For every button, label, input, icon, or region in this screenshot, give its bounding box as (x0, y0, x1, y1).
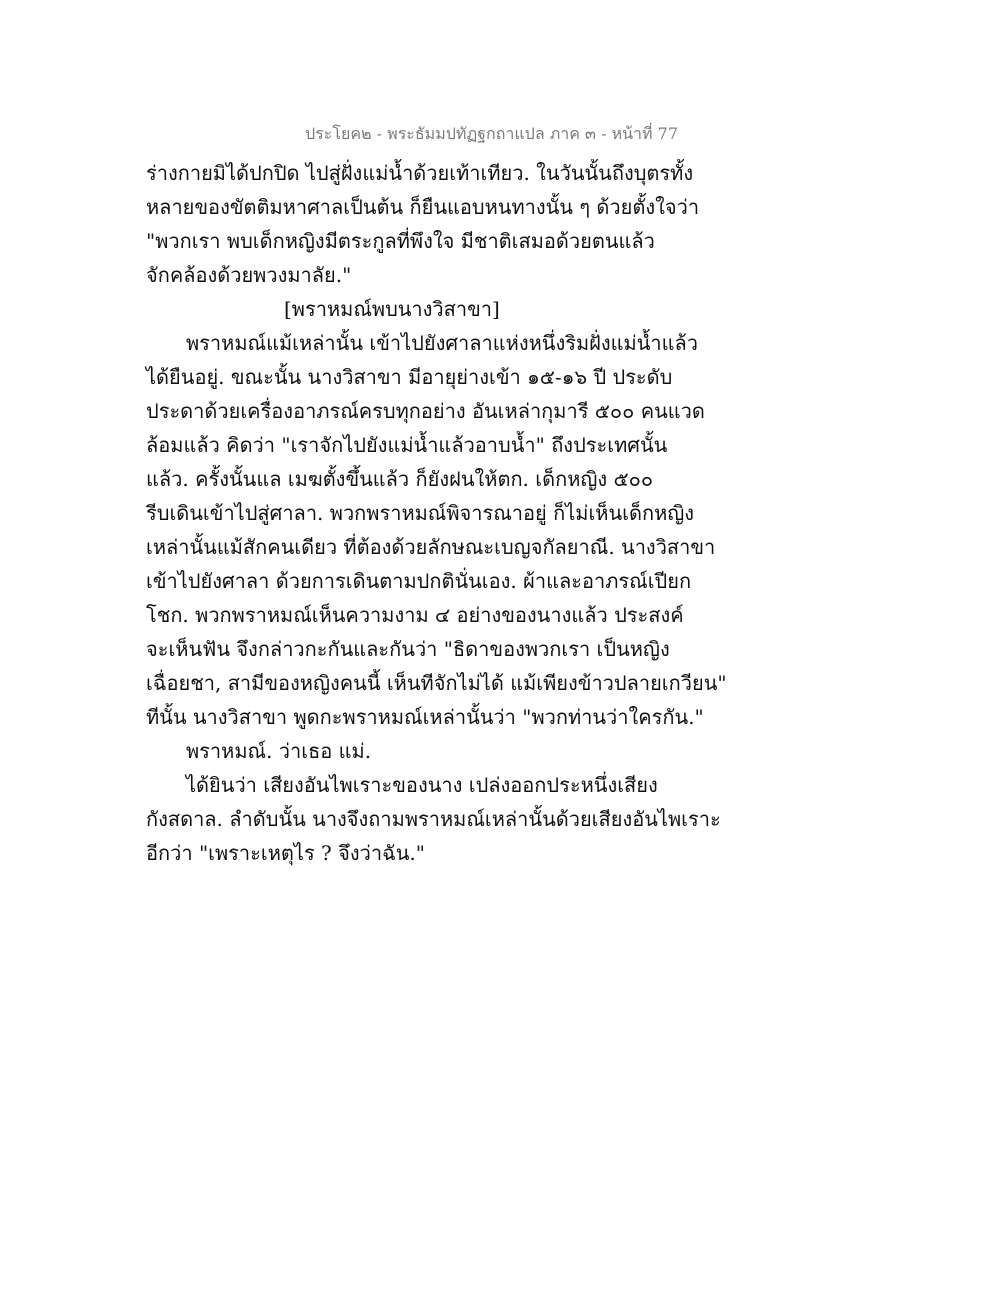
text-line: ประดาด้วยเครื่องอาภรณ์ครบทุกอย่าง อันเหล่ากุมารี ๕๐๐ คนแวด (146, 399, 705, 423)
text-line: เหล่านั้นแม้สักคนเดียว ที่ต้องด้วยลักษณะเบญจกัลยาณี. นางวิสาขา (146, 535, 716, 559)
paragraph-first-line: พราหมณ์แม้เหล่านั้น เข้าไปยังศาลาแห่งหนึ่งริมฝั่งแม่น้ำแล้ว (186, 331, 698, 355)
section-heading: [พราหมณ์พบนางวิสาขา] (284, 297, 500, 321)
text-line: ได้ยืนอยู่. ขณะนั้น นางวิสาขา มีอายุย่างเข้า ๑๕-๑๖ ปี ประดับ (146, 365, 673, 389)
paragraph-first-line: พราหมณ์. ว่าเธอ แม่. (186, 739, 372, 763)
text-line: หลายของขัตติมหาศาลเป็นต้น ก็ยืนแอบหนทางนั้น ๆ ด้วยตั้งใจว่า (146, 195, 700, 219)
paragraph-first-line: ได้ยินว่า เสียงอันไพเราะของนาง เปล่งออกประหนึ่งเสียง (186, 773, 658, 797)
text-line: เฉื่อยชา, สามีของหญิงคนนี้ เห็นทีจักไม่ได้ แม้เพียงข้าวปลายเกวียน" (146, 671, 727, 695)
text-line: "พวกเรา พบเด็กหญิงมีตระกูลที่พึงใจ มีชาติเสมอด้วยตนแล้ว (146, 229, 655, 253)
text-line: เข้าไปยังศาลา ด้วยการเดินตามปกตินั่นเอง. ผ้าและอาภรณ์เปียก (146, 569, 692, 593)
text-line: จะเห็นฟัน จึงกล่าวกะกันและกันว่า "ธิดาของพวกเรา เป็นหญิง (146, 637, 670, 661)
text-line: โชก. พวกพราหมณ์เห็นความงาม ๔ อย่างของนางแล้ว ประสงค์ (146, 603, 684, 627)
text-line: กังสดาล. ลำดับนั้น นางจึงถามพราหมณ์เหล่านั้นด้วยเสียงอันไพเราะ (146, 807, 721, 831)
text-line: ร่างกายมิได้ปกปิด ไปสู่ฝั่งแม่น้ำด้วยเท้าเทียว. ในวันนั้นถึงบุตรทั้ง (146, 161, 694, 185)
text-line: ล้อมแล้ว คิดว่า "เราจักไปยังแม่น้ำแล้วอาบน้ำ" ถึงประเทศนั้น (146, 433, 668, 457)
body-text (146, 156, 727, 870)
text-line: รีบเดินเข้าไปสู่ศาลา. พวกพราหมณ์พิจารณาอยู่ ก็ไม่เห็นเด็กหญิง (146, 501, 695, 525)
text-line: แล้ว. ครั้งนั้นแล เมฆตั้งขึ้นแล้ว ก็ยังฝนให้ตก. เด็กหญิง ๕๐๐ (146, 467, 654, 491)
running-header: ประโยค๒ - พระธัมมปทัฏฐกถาแปล ภาค ๓ - หน้าที่ 77 (305, 124, 679, 143)
text-line: อีกว่า "เพราะเหตุไร ? จึงว่าฉัน." (146, 841, 425, 865)
text-line: จักคล้องด้วยพวงมาลัย." (146, 263, 352, 287)
text-line: ทีนั้น นางวิสาขา พูดกะพราหมณ์เหล่านั้นว่า "พวกท่านว่าใครกัน." (146, 705, 704, 729)
